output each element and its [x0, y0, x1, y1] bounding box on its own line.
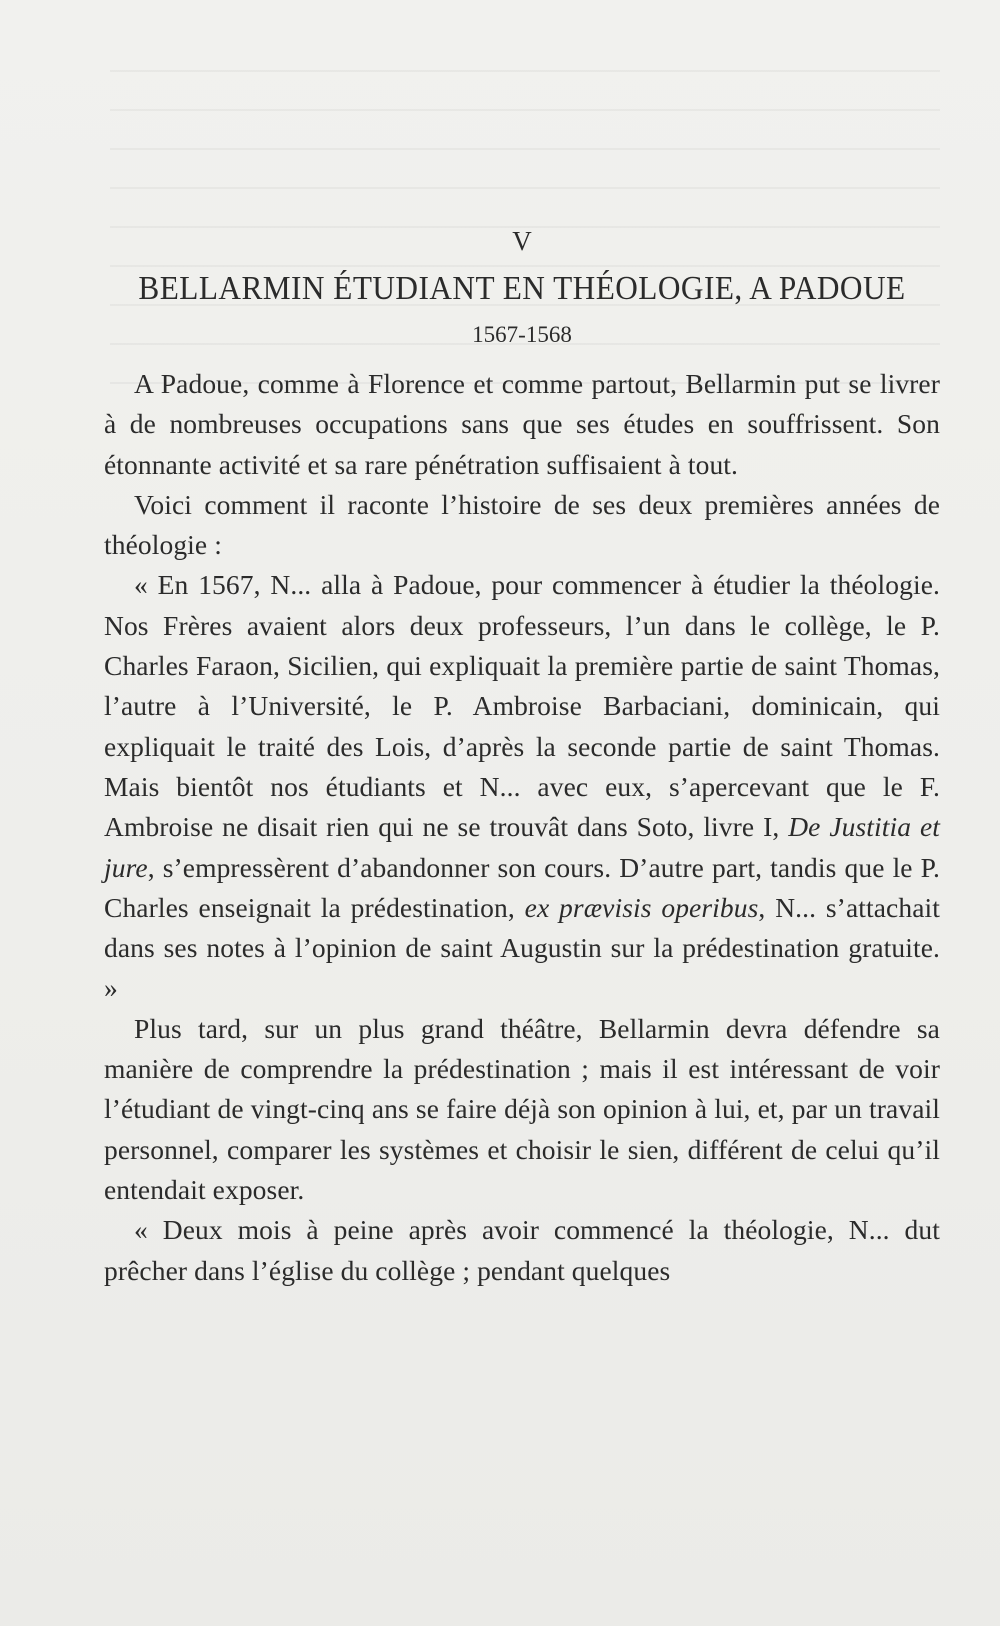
quote-italic-title: De Justitia et jure: [104, 811, 940, 883]
chapter-number: V: [512, 226, 532, 256]
paragraph-deux-mois: « Deux mois à peine après avoir commencé la théologie, N... dut prêcher dans l’église du collège ; pendant quelques: [104, 1214, 940, 1286]
paragraph-quote: [104, 565, 940, 1008]
quote-text-1: « En 1567, N... alla à Padoue, pour commencer à étudier la théologie. Nos Frères avaient alors deux professeurs, l’un dans le collège, le P. Charles Faraon, Sicilien, qui expliquait la première partie de saint Thomas, l’autre à l’Université, le P. Ambroise Barbaciani, dominicain, qui expliquait le traité des Lois, d’après la seconde partie de saint Thomas. Mais bientôt nos étudiants et N... avec eux, s’apercevant que le F. Ambroise ne disait rien qui ne se trouvât dans Soto, livre I,: [104, 569, 940, 843]
paragraph-plus-tard: Plus tard, sur un plus grand théâtre, Bellarmin devra défendre sa manière de comprendre la prédestination ; mais il est intéressant de voir l’étudiant de vingt-cinq ans se faire déjà son opinion à lui, et, par un travail personnel, comparer les systèmes et choisir le sien, différent de celui qu’il entendait exposer.: [104, 1012, 940, 1205]
quote-text-2: , s’empressèrent d’abandonner son cours. D’autre part, tandis que le P. Charles enseignait la prédestination,: [104, 851, 940, 923]
page-content: [104, 218, 940, 1291]
chapter-dates: 1567-1568: [472, 322, 572, 347]
paragraph-voici: Voici comment il raconte l’histoire de ses deux premières années de théologie :: [104, 488, 940, 561]
chapter-title: BELLARMIN ÉTUDIANT EN THÉOLOGIE, A PADOUE: [138, 270, 906, 307]
quote-italic-latin: ex prævisis operibus: [524, 891, 759, 923]
quote-text-3: , N... s’attachait dans ses notes à l’opinion de saint Augustin sur la prédestination gratuite. »: [104, 891, 940, 1004]
paragraph-intro: A Padoue, comme à Florence et comme partout, Bellarmin put se livrer à de nombreuses occupations sans que ses études en souffrissent. Son étonnante activité et sa rare pénétration suffisaient à tout.: [104, 368, 940, 480]
